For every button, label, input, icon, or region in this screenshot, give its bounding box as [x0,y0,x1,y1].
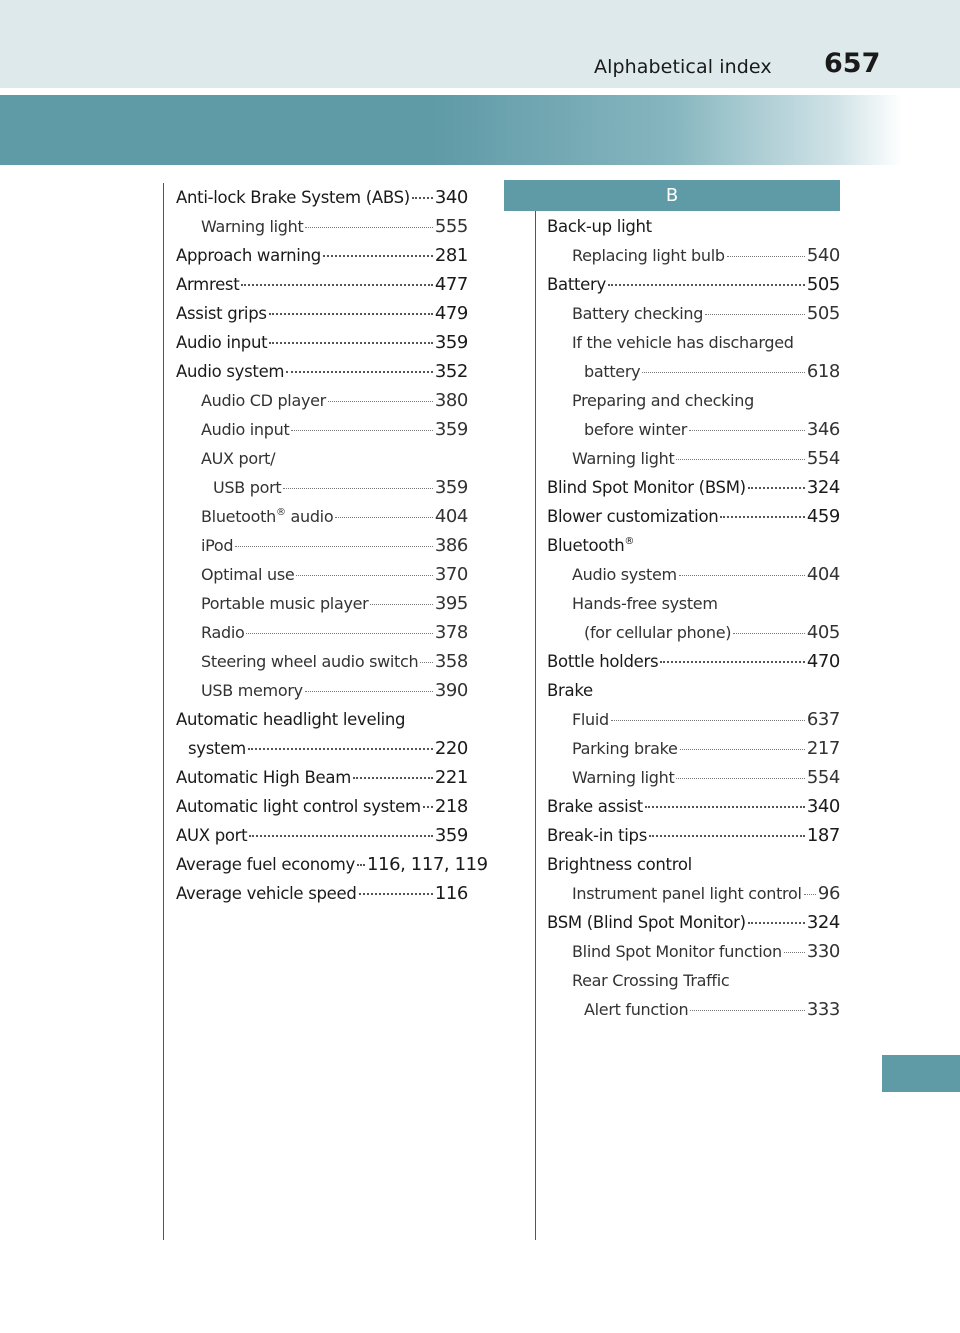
index-entry [176,647,468,676]
middle-column-rule [535,205,536,1240]
index-entry-term: (for cellular phone) [584,623,732,642]
leader-dots [676,777,804,779]
index-entry-term: Audio CD player [201,391,326,410]
index-entry [176,473,468,502]
page-number: 657 [824,48,881,79]
index-entry-page[interactable]: 324 [806,912,840,933]
index-entry-term: Blind Spot Monitor (BSM) [547,478,746,497]
index-entry-page[interactable]: 386 [434,535,468,556]
leader-dots [690,1009,804,1011]
index-entry-term: Parking brake [572,739,678,758]
index-entry-page[interactable]: 358 [434,651,468,672]
index-entry-term: Audio system [572,565,677,584]
index-entry-page[interactable]: 324 [806,477,840,498]
leader-dots [359,892,433,895]
header-color-bar [0,95,960,165]
index-entry-term: Warning light [572,768,675,787]
index-entry [176,531,468,560]
leader-dots [235,545,433,547]
leader-dots [296,574,432,576]
index-entry-page[interactable]: 333 [806,999,840,1020]
index-entry [176,444,468,473]
index-entry [547,734,840,763]
index-entry-page[interactable]: 380 [434,390,468,411]
index-entry [176,850,488,879]
index-entry-term: Automatic light control system [176,797,421,816]
index-entry-page[interactable]: 555 [434,216,468,237]
index-entry-term: Radio [201,623,245,642]
index-entry-page[interactable]: 116, 117, 119 [366,854,488,875]
index-entry-page[interactable]: 116 [434,883,468,904]
leader-dots [645,805,805,808]
index-entry-page[interactable]: 618 [806,361,840,382]
leader-dots [649,834,805,837]
index-entry [547,676,840,705]
index-entry [547,560,840,589]
index-entry [547,966,840,995]
leader-dots [335,516,433,518]
index-entry [547,386,840,415]
leader-dots [323,254,433,257]
index-column-right [547,212,840,1024]
index-entry-page[interactable]: 390 [434,680,468,701]
index-entry [547,502,840,531]
index-entry-page[interactable]: 370 [434,564,468,585]
index-entry [547,415,840,444]
leader-dots [283,487,433,489]
index-entry-page[interactable]: 359 [434,477,468,498]
index-entry-term: Anti-lock Brake System (ABS) [176,188,410,207]
leader-dots [420,661,432,663]
index-entry [176,212,468,241]
header-band [0,0,960,88]
leader-dots [676,458,804,460]
index-entry-term: Warning light [572,449,675,468]
leader-dots [705,313,805,315]
index-entry [176,763,468,792]
index-entry-term: before winter [584,420,688,439]
index-entry-term: Blind Spot Monitor function [572,942,782,961]
leader-dots [305,226,432,228]
leader-dots [679,574,805,576]
leader-dots [248,747,433,750]
index-entry [547,995,840,1024]
index-entry-page[interactable]: 281 [434,245,468,266]
index-entry-term: BSM (Blind Spot Monitor) [547,913,746,932]
leader-dots [733,632,805,634]
index-entry-term: Alert function [584,1000,689,1019]
index-entry-term: Bluetooth® audio [201,507,334,526]
index-entry-page[interactable]: 221 [434,767,468,788]
index-entry [176,415,468,444]
leader-dots [608,283,805,286]
index-entry [547,937,840,966]
index-entry-term: Bottle holders [547,652,659,671]
index-entry [547,270,840,299]
index-entry [547,531,840,560]
index-entry-term: Steering wheel audio switch [201,652,419,671]
index-entry [176,560,468,589]
index-entry-term: Average vehicle speed [176,884,357,903]
index-entry [547,647,840,676]
index-entry [547,850,840,879]
index-entry-page[interactable]: 505 [806,274,840,295]
index-entry-page[interactable]: 96 [817,883,840,904]
index-entry-page[interactable]: 217 [806,738,840,759]
index-entry-term: Brightness control [547,855,692,874]
index-entry [547,444,840,473]
index-entry-term: Rear Crossing Traffic [572,971,730,990]
index-entry [176,183,468,212]
index-entry-term: system [188,739,246,758]
leader-dots [291,429,432,431]
index-entry-page[interactable]: 459 [806,506,840,527]
index-entry-page[interactable]: 470 [806,651,840,672]
index-entry-term: Preparing and checking [572,391,754,410]
index-entry-term: If the vehicle has discharged [572,333,794,352]
leader-dots [328,400,433,402]
index-entry-term: Fluid [572,710,609,729]
index-entry-page[interactable]: 554 [806,448,840,469]
index-entry-term: Warning light [201,217,304,236]
leader-dots [611,719,805,721]
leader-dots [804,893,816,895]
index-entry-term: Battery checking [572,304,704,323]
index-entry [547,792,840,821]
leader-dots [353,776,433,779]
index-entry-page[interactable]: 187 [806,825,840,846]
left-column-rule [163,183,164,1240]
index-entry-term: Armrest [176,275,240,294]
index-entry-page[interactable]: 540 [806,245,840,266]
index-entry [176,676,468,705]
index-entry [176,299,468,328]
index-entry-page[interactable]: 404 [434,506,468,527]
index-entry [176,270,468,299]
index-entry-page[interactable]: 505 [806,303,840,324]
index-entry-page[interactable]: 359 [434,332,468,353]
index-entry-term: iPod [201,536,234,555]
index-entry-term: Average fuel economy [176,855,355,874]
index-entry [547,763,840,792]
index-entry [547,473,840,502]
index-entry-term: Instrument panel light control [572,884,802,903]
index-entry-term: Audio input [176,333,268,352]
index-entry-term: Audio system [176,362,285,381]
index-entry [176,618,468,647]
index-entry [547,212,840,241]
index-entry-page[interactable]: 220 [434,738,468,759]
index-entry [176,734,468,763]
index-entry [547,589,840,618]
index-entry-term: Bluetooth® [547,536,635,555]
leader-dots [357,863,365,866]
index-entry-page[interactable]: 395 [434,593,468,614]
index-entry-page[interactable]: 479 [434,303,468,324]
index-entry [176,821,468,850]
index-entry [176,705,468,734]
index-entry-term: AUX port/ [201,449,276,468]
index-entry-page[interactable]: 359 [434,419,468,440]
index-entry-term: USB memory [201,681,303,700]
index-column-left [176,183,488,908]
index-entry-term: USB port [213,478,282,497]
index-entry-term: Automatic High Beam [176,768,351,787]
index-entry [547,299,840,328]
index-entry-page[interactable]: 378 [434,622,468,643]
index-entry-page[interactable]: 330 [806,941,840,962]
index-entry [176,502,468,531]
leader-dots [680,748,805,750]
index-entry-term: Blower customization [547,507,719,526]
index-entry-term: Brake assist [547,797,643,816]
index-entry [176,386,468,415]
index-entry-term: Hands-free system [572,594,718,613]
index-entry-term: Optimal use [201,565,295,584]
index-entry-term: Automatic headlight leveling [176,710,406,729]
index-entry-term: Break-in tips [547,826,648,845]
index-entry-term: Back-up light [547,217,652,236]
index-entry [176,879,468,908]
index-entry-page[interactable]: 637 [806,709,840,730]
index-entry [547,357,840,386]
leader-dots [689,429,805,431]
leader-dots [642,371,805,373]
leader-dots [305,690,433,692]
leader-dots [370,603,432,605]
index-entry-page[interactable]: 346 [806,419,840,440]
index-entry-term: Battery [547,275,606,294]
index-entry [547,241,840,270]
index-entry [547,821,840,850]
leader-dots [246,632,432,634]
index-entry [547,618,840,647]
leader-dots [269,341,433,344]
index-entry [547,328,840,357]
leader-dots [748,921,805,924]
index-entry-page[interactable]: 404 [806,564,840,585]
index-entry-term: Portable music player [201,594,369,613]
index-entry [176,328,468,357]
index-entry [176,357,468,386]
index-entry-term: Replacing light bulb [572,246,725,265]
leader-dots [720,515,804,518]
index-entry-term: battery [584,362,641,381]
index-entry-page[interactable]: 477 [434,274,468,295]
index-entry-page[interactable]: 359 [434,825,468,846]
index-entry-page[interactable]: 340 [806,796,840,817]
index-entry [547,879,840,908]
leader-dots [660,660,805,663]
index-entry-page[interactable]: 352 [434,361,468,382]
leader-dots [748,486,805,489]
index-entry-page[interactable]: 554 [806,767,840,788]
index-entry-page[interactable]: 405 [806,622,840,643]
index-entry-page[interactable]: 218 [434,796,468,817]
index-entry-term: Approach warning [176,246,321,265]
index-entry [547,908,840,937]
leader-dots [423,805,433,808]
index-entry-term: Assist grips [176,304,267,323]
leader-dots [727,255,805,257]
leader-dots [249,834,432,837]
leader-dots [286,370,433,373]
index-entry [176,589,468,618]
leader-dots [241,283,432,286]
index-entry-term: AUX port [176,826,248,845]
chapter-thumb-tab[interactable] [882,1055,960,1092]
index-entry [176,792,468,821]
index-entry [176,241,468,270]
leader-dots [269,312,433,315]
leader-dots [784,951,805,953]
index-entry-page[interactable]: 340 [434,187,468,208]
index-entry-term: Brake [547,681,593,700]
section-letter-heading: B [504,180,840,211]
index-entry-term: Audio input [201,420,290,439]
index-entry [547,705,840,734]
header-title: Alphabetical index [594,56,772,78]
leader-dots [412,196,433,199]
